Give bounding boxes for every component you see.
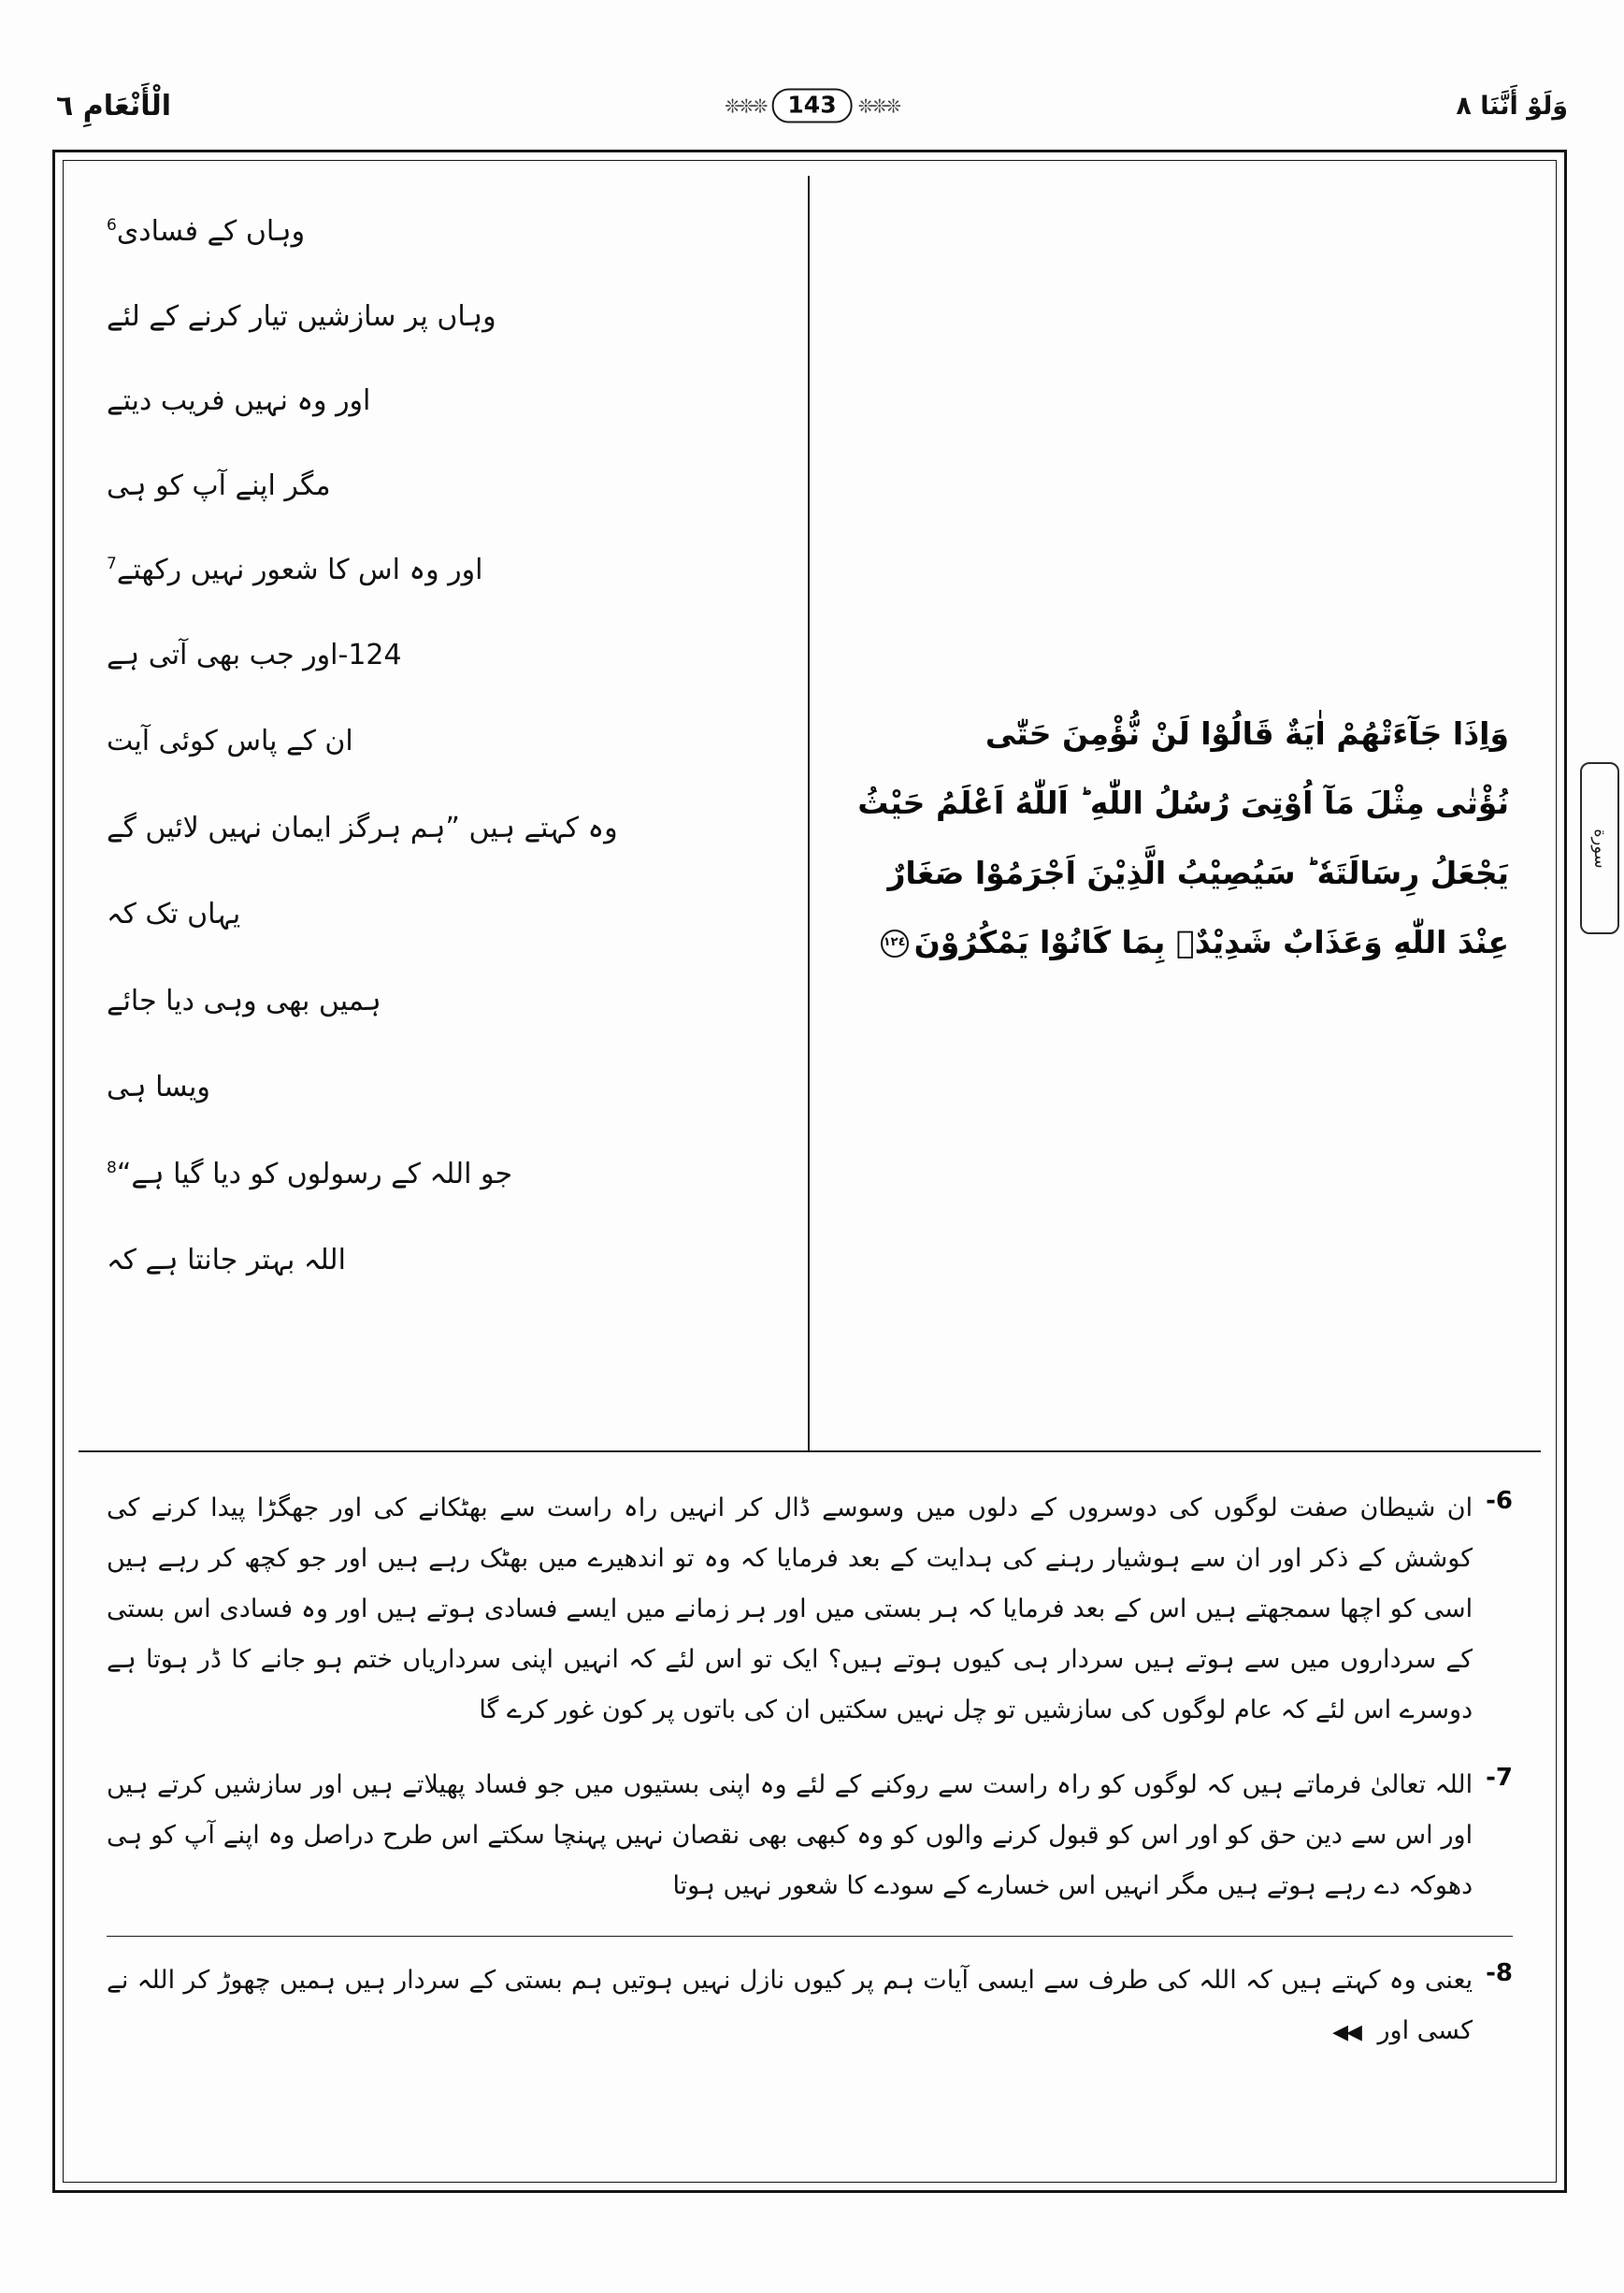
urdu-line: ہمیں بھی وہی دیا جائے [107, 984, 381, 1017]
verse-region [79, 176, 1541, 1450]
arabic-verse-block [828, 699, 1509, 977]
urdu-line: ویسا ہی [107, 1071, 210, 1103]
urdu-line [107, 213, 782, 252]
margin-ornament [1580, 762, 1619, 934]
ayah-end-icon: ١٢٤ [881, 930, 909, 958]
footnote-text: یعنی وہ کہتے ہیں کہ اللہ کی طرف سے ایسی آیات ہم پر کیوں نازل نہیں ہوتیں ہم بستی کے سردار ہیں ہمیں چھوڑ کر اللہ نے کسی اور [107, 1966, 1473, 2045]
urdu-line-text: اور وہ اس کا شعور نہیں رکھتے [116, 554, 483, 586]
page-number: 143 [771, 89, 852, 123]
urdu-verse-lead: 124-اور جب بھی آتی ہے [107, 638, 402, 671]
urdu-line: وہ کہتے ہیں ”ہم ہرگز ایمان نہیں لائیں گے [107, 811, 618, 844]
footnote-ref: 6 [107, 216, 117, 235]
page-number-group [725, 89, 899, 123]
urdu-column [79, 176, 810, 1450]
footnote-text-wrap [107, 1955, 1473, 2056]
footnote-number: 7- [1486, 1764, 1513, 1792]
arabic-line: نُؤْتٰى مِثْلَ مَآ اُوْتِیَ رُسُلُ اللّٰهِ ؕ اَللّٰهُ اَعْلَمُ حَيْثُ [857, 785, 1509, 822]
arabic-line-text: عِنْدَ اللّٰهِ وَعَذَابٌ شَدِيْدٌۢ بِمَا كَانُوْا يَمْكُرُوْنَ [913, 923, 1509, 960]
footnote-ref: 7 [107, 555, 117, 573]
ornament-right-icon: ❊❊❊ [725, 94, 767, 117]
continuation-arrows-icon: ◀◀ [1332, 2021, 1360, 2044]
footnote-ref: 8 [107, 1158, 117, 1177]
footnote-item [107, 1760, 1513, 1911]
urdu-line [107, 552, 782, 590]
footnotes-section [79, 1463, 1541, 2167]
urdu-line: یہاں تک کہ [107, 898, 241, 930]
urdu-line: اور وہ نہیں فریب دیتے [107, 384, 371, 417]
urdu-line [107, 1156, 782, 1194]
urdu-line: ان کے پاس کوئی آیت [107, 725, 353, 757]
section-divider [79, 1450, 1541, 1452]
footnote-divider [107, 1936, 1513, 1937]
urdu-line: اللہ بہتر جانتا ہے کہ [107, 1244, 346, 1276]
footnote-number: 6- [1486, 1487, 1513, 1515]
arabic-line: وَاِذَا جَآءَتْهُمْ اٰيَةٌ قَالُوْا لَنْ نُّؤْمِنَ حَتّٰى [984, 715, 1509, 752]
footnote-number: 8- [1486, 1959, 1513, 1987]
urdu-line-text: وہاں کے فسادی [116, 215, 306, 248]
arabic-line: يَجْعَلُ رِسَالَتَهٗ ؕ سَيُصِيْبُ الَّذِيْنَ اَجْرَمُوْا صَغَارٌ [887, 854, 1509, 891]
urdu-group-two [107, 637, 782, 1280]
footnote-text: اللہ تعالیٰ فرماتے ہیں کہ لوگوں کو راہ راست سے روکنے کے لئے وہ اپنی بستیوں میں جو فساد پھیلاتے ہیں اور سازشیں کرتے ہیں اور اس سے دین حق کو اور اس کو قبول کرنے والوں کو وہ کبھی بھی نقصان نہیں پہنچا سکتے اس طرح دراصل وہ اپنے آپ کو ہی دھوکہ دے رہے ہوتے ہیں مگر انہیں اس خسارے کے سودے کا شعور نہیں ہوتا [107, 1770, 1473, 1900]
urdu-line: وہاں پر سازشیں تیار کرنے کے لئے [107, 299, 496, 333]
urdu-line-text: جو اللہ کے رسولوں کو دیا گیا ہے“ [116, 1157, 513, 1190]
surah-title-right: الْأَنْعَامِ ٦ [56, 89, 172, 123]
content-frame-outer [52, 150, 1567, 2193]
arabic-column [810, 176, 1541, 1450]
footnote-text: ان شیطان صفت لوگوں کی دوسروں کے دلوں میں وسوسے ڈال کر انہیں راہ راست سے بھٹکانے کی اور جھگڑا پیدا کرنے کی کوشش کے ذکر اور ان سے ہوشیار رہنے کی ہدایت کے بعد فرمایا کہ وہ تو اندھیرے میں بھٹک رہے ہیں اور جو کچھ کر رہے ہیں اسی کو اچھا سمجھتے ہیں اس کے بعد فرمایا کہ ہر بستی میں اور ہر زمانے میں ایسے فسادی ہوتے ہیں اور وہ فسادی اس بستی کے سرداروں میں سے ہوتے ہیں سردار ہی کیوں ہوتے ہیں؟ ایک تو اس لئے کہ انہیں اپنی سرداریاں ختم ہو جانے کا ڈر ہوتا ہے دوسرے اس لئے کہ عام لوگوں کی سازشیں تو چل نہیں سکتیں ان کی باتوں پر کون غور کرے گا [107, 1493, 1473, 1724]
footnote-item [107, 1483, 1513, 1736]
juz-title-left: وَلَوْ أَنَّنَا ٨ [1456, 91, 1568, 121]
page-header [56, 73, 1568, 138]
urdu-group-one [107, 213, 782, 590]
margin-ornament-label: سورة [1589, 828, 1610, 869]
ornament-left-icon: ❊❊❊ [857, 94, 899, 117]
urdu-line: مگر اپنے آپ کو ہی [107, 469, 331, 502]
arabic-line-last [828, 908, 1509, 977]
content-frame-inner [63, 160, 1557, 2183]
footnote-item [107, 1955, 1513, 2056]
